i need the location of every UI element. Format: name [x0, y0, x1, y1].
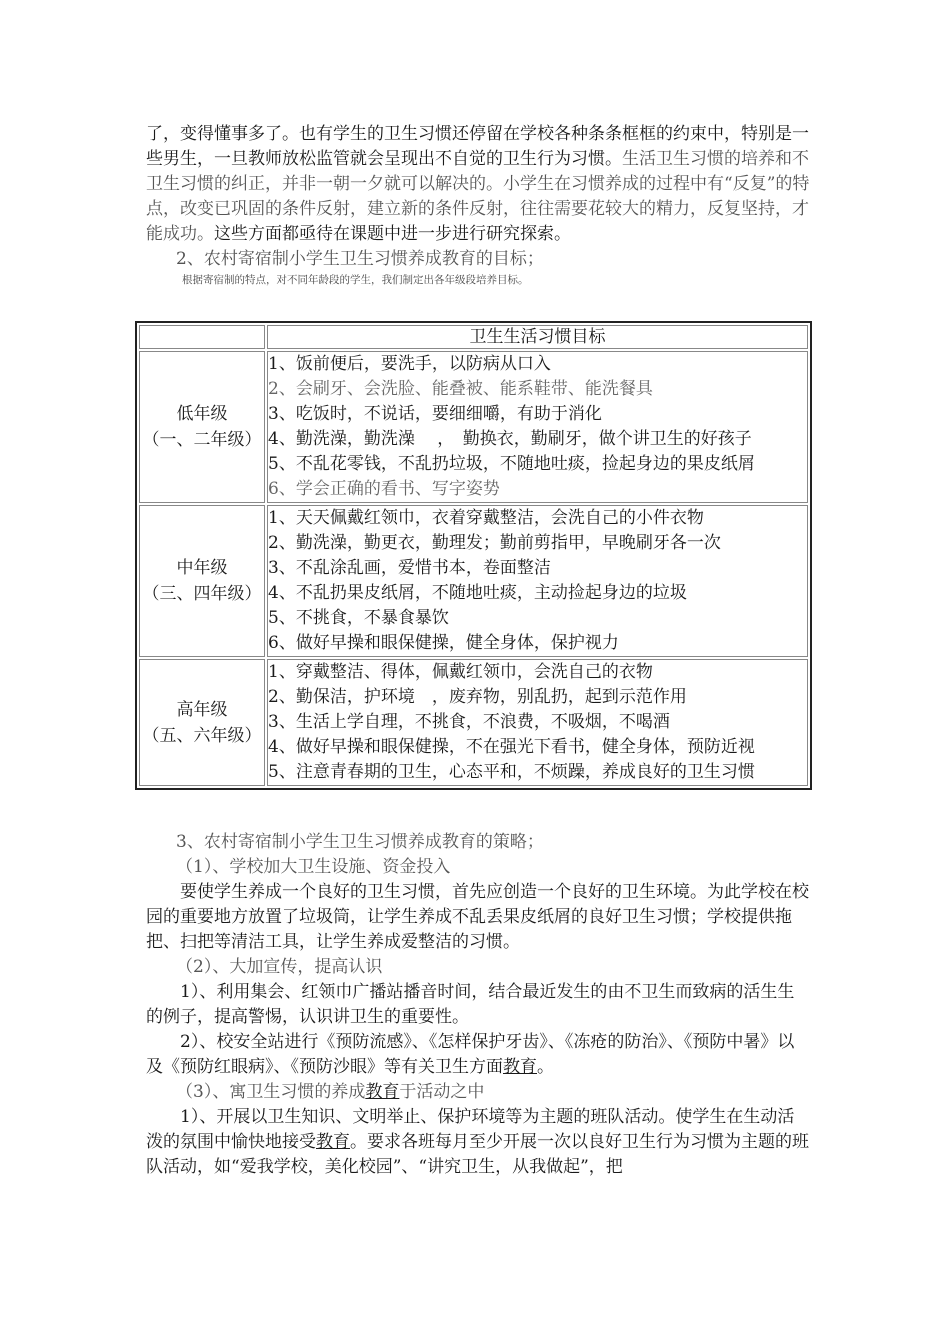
s3-1-heading: （1）、学校加大卫生设施、资金投入 [176, 857, 451, 877]
habit-item: 1、天天佩戴红领巾，衣着穿戴整洁，会洗自己的小件衣物 [268, 508, 704, 528]
habit-item: 5、不挑食，不暴食暴饮 [268, 608, 449, 628]
section3-heading: 3、农村寄宿制小学生卫生习惯养成教育的策略； [176, 832, 544, 852]
table-row [139, 351, 808, 503]
habits-table [135, 321, 812, 790]
grade-sub: （一、二年级） [142, 430, 262, 450]
education-link[interactable]: 教育 [365, 1082, 400, 1102]
grade-sub: （三、四年级） [142, 584, 262, 604]
table-row [139, 659, 808, 786]
items-cell [267, 505, 808, 657]
s3-2-p2-post: 。 [537, 1057, 554, 1077]
habit-item: 4、不乱扔果皮纸屑，不随地吐痰，主动捡起身边的垃圾 [268, 583, 687, 603]
grade-name: 高年级 [176, 699, 228, 720]
table-row [139, 505, 808, 657]
section2-note: 根据寄宿制的特点，对不同年龄段的学生，我们制定出各年级段培养目标。 [182, 274, 529, 286]
habit-item: 2、勤保洁，护环境 ，废弃物，别乱扔，起到示范作用 [268, 687, 687, 707]
s3-1-body: 要使学生养成一个良好的卫生习惯，首先应创造一个良好的卫生环境。为此学校在校园的重要地方放置了垃圾筒，让学生养成不乱丢果皮纸屑的良好卫生习惯；学校提供拖把、扫把等清洁工具，让学生养成爱整洁的习惯。 [146, 882, 809, 952]
strategy-section [146, 830, 810, 1180]
s3-3-p1-post: 。要求各班每月至少开展一次以良好卫生行为习惯为主题的班队活动，如“爱我学校，美化校园”、“讲究卫生，从我做起”，把 [146, 1132, 809, 1177]
s3-2-p2 [146, 1030, 810, 1080]
s3-2-p1: 1）、利用集会、红领巾广播站播音时间，结合最近发生的由不卫生而致病的活生生的例子，提高警惕，认识讲卫生的重要性。 [146, 982, 795, 1027]
top-section [146, 122, 810, 289]
habit-item: 5、不乱花零钱，不乱扔垃圾，不随地吐痰，捡起身边的果皮纸屑 [268, 454, 755, 474]
header-empty-cell [139, 325, 265, 349]
items-cell [267, 351, 808, 503]
intro-dark: 了，变得懂事多了。也有学生的卫生习惯还停留在学校各种条条框框的约束中，特别是一些男生，一旦教师放松监管就会呈现出不自觉的卫生行为习惯。 [146, 124, 809, 169]
s3-3-heading-post: 于活动之中 [399, 1082, 485, 1102]
habit-item: 4、勤洗澡，勤洗澡 ， 勤换衣，勤刷牙，做个讲卫生的好孩子 [268, 429, 752, 449]
s3-3-heading [146, 1080, 810, 1105]
s3-3-heading-pre: （3）、寓卫生习惯的养成 [176, 1082, 366, 1102]
habit-item: 4、做好早操和眼保健操，不在强光下看书，健全身体，预防近视 [268, 737, 755, 757]
habit-item: 5、注意青春期的卫生，心态平和，不烦躁，养成良好的卫生习惯 [268, 762, 755, 782]
habit-item: 1、饭前便后，要洗手，以防病从口入 [268, 354, 551, 374]
habit-item: 6、学会正确的看书、写字姿势 [268, 479, 500, 499]
habit-item: 6、做好早操和眼保健操，健全身体，保护视力 [268, 633, 619, 653]
habit-item: 3、吃饭时，不说话，要细细嚼，有助于消化 [268, 404, 602, 424]
intro-paragraph [146, 122, 810, 247]
education-link[interactable]: 教育 [503, 1057, 537, 1077]
section2-heading: 2、农村寄宿制小学生卫生习惯养成教育的目标； [176, 249, 544, 269]
grade-cell [139, 505, 265, 657]
items-cell [267, 659, 808, 786]
intro-tail: 这些方面都亟待在课题中进一步进行研究探索。 [214, 224, 571, 244]
s3-3-p1 [146, 1105, 810, 1180]
grade-cell [139, 659, 265, 786]
education-link[interactable]: 教育 [316, 1132, 350, 1152]
grade-sub: （五、六年级） [142, 725, 262, 746]
habit-item: 2、勤洗澡，勤更衣，勤理发；勤前剪指甲，早晚刷牙各一次 [268, 533, 721, 553]
intro-grey: 生活卫生习惯的培养和不卫生习惯的纠正，并非一朝一夕就可以解决的。小学生在习惯养成的过程中有“反复”的特点，改变已巩固的条件反射，建立新的条件反射，往往需要花较大的精力，反复坚持，才能成功。 [146, 149, 810, 244]
grade-cell [139, 351, 265, 503]
grade-name: 中年级 [176, 558, 228, 578]
habit-item: 3、生活上学自理，不挑食，不浪费，不吸烟，不喝酒 [268, 712, 670, 732]
s3-3-p1-pre: 1）、开展以卫生知识、文明举止、保护环境等为主题的班队活动。使学生在生动活泼的氛围中愉快地接受 [146, 1107, 795, 1152]
habit-item: 1、穿戴整洁、得体，佩戴红领巾，会洗自己的衣物 [268, 662, 653, 682]
s3-2-heading: （2）、大加宣传，提高认识 [176, 957, 383, 977]
s3-2-p2-pre: 2）、校安全站进行《预防流感》、《怎样保护牙齿》、《冻疮的防治》、《预防中暑》以及《预防红眼病》、《预防沙眼》等有关卫生方面 [146, 1032, 795, 1077]
table-header: 卫生生活习惯目标 [267, 325, 808, 349]
habit-item: 3、不乱涂乱画，爱惜书本，卷面整洁 [268, 558, 551, 578]
grade-name: 低年级 [176, 404, 228, 424]
habit-item: 2、会刷牙、会洗脸、能叠被、能系鞋带、能洗餐具 [268, 379, 653, 399]
table-header-row [139, 325, 808, 349]
